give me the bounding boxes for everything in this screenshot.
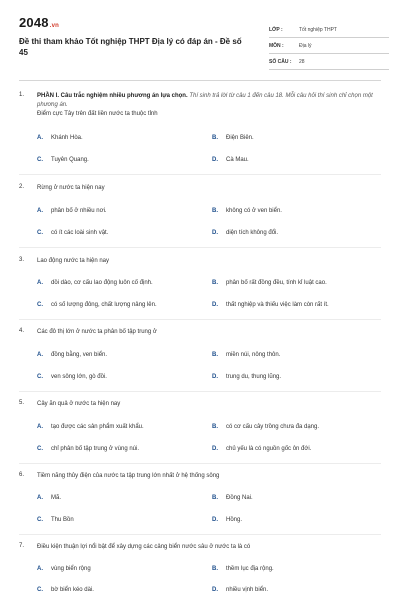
option-c[interactable]: C. ven sông lớn, gò đồi.: [37, 374, 107, 380]
question-divider: [19, 391, 381, 392]
option-c[interactable]: C. có ít các loài sinh vật.: [37, 230, 109, 236]
question-stem: Cây ăn quả ở nước ta hiện nay: [37, 401, 121, 407]
meta-key: SỐ CÂU :: [269, 58, 292, 65]
option-b[interactable]: B. miền núi, nông thôn.: [212, 352, 281, 358]
question-number: 1.: [19, 92, 25, 98]
option-b[interactable]: B. Đồng Nai.: [212, 495, 253, 501]
option-a[interactable]: A. dồi dào, cơ cấu lao động luôn cố định.: [37, 280, 153, 286]
meta-key: MÔN :: [269, 42, 284, 49]
meta-value: Tốt nghiệp THPT: [299, 26, 337, 33]
meta-row-subject: [269, 38, 389, 54]
option-a[interactable]: A. Khánh Hòa.: [37, 135, 83, 141]
option-d[interactable]: D. diện tích không đổi.: [212, 230, 279, 236]
section-heading: PHẦN I. Câu trắc nghiệm nhiều phương án lựa chọn.: [37, 93, 188, 99]
meta-row-count: [269, 54, 389, 70]
question-divider: [19, 463, 381, 464]
option-d[interactable]: D. chủ yếu là có nguồn gốc ôn đới.: [212, 446, 312, 452]
question-number: 4.: [19, 328, 25, 334]
option-a[interactable]: A. phân bố ở nhiều nơi.: [37, 208, 107, 214]
question-divider: [19, 319, 381, 320]
option-b[interactable]: B. phân bố rất đồng đều, tính kỉ luật cao.: [212, 280, 327, 286]
option-d[interactable]: D. Cà Mau.: [212, 157, 249, 163]
option-c[interactable]: C. Tuyên Quang.: [37, 157, 89, 163]
question-number: 5.: [19, 400, 25, 406]
option-a[interactable]: A. tạo được các sản phẩm xuất khẩu.: [37, 424, 144, 430]
question-number: 2.: [19, 184, 25, 190]
question-number: 3.: [19, 257, 25, 263]
question-divider: [19, 174, 381, 175]
exam-title: Đề thi tham khảo Tốt nghiệp THPT Địa lý có đáp án - Đề số 45: [19, 37, 242, 57]
question-stem: Tiềm năng thủy điện của nước ta tập trung lớn nhất ở hệ thống sông: [37, 473, 220, 479]
question-stem: Điều kiện thuận lợi nổi bật để xây dựng các cảng biển nước sâu ở nước ta là có: [37, 544, 251, 550]
option-b[interactable]: B. có cơ cấu cây trồng chưa đa dạng.: [212, 424, 320, 430]
option-a[interactable]: A. Mã.: [37, 495, 62, 501]
option-a[interactable]: A. đồng bằng, ven biển.: [37, 352, 108, 358]
question-stem: Lao động nước ta hiện nay: [37, 258, 110, 264]
section-instruction: Thí sinh trả lời từ câu 1 đến câu 18. Mỗi câu hỏi thí sinh chỉ chọn một phương án.: [37, 93, 373, 108]
question-stem: Điểm cực Tây trên đất liền nước ta thuộc tỉnh: [37, 111, 158, 117]
exam-header: [19, 12, 389, 74]
option-b[interactable]: B. không có ở ven biển.: [212, 208, 282, 214]
site-logo[interactable]: [19, 15, 59, 30]
question-stem: Rừng ở nước ta hiện nay: [37, 185, 105, 191]
option-a[interactable]: A. vùng biển rộng: [37, 566, 91, 572]
option-d[interactable]: D. Hồng.: [212, 517, 243, 523]
option-d[interactable]: D. nhiều vịnh biển.: [212, 587, 269, 593]
option-c[interactable]: C. có số lượng đông, chất lượng nâng lên.: [37, 302, 157, 308]
question-text: [37, 92, 377, 119]
option-c[interactable]: C. Thu Bồn: [37, 517, 74, 523]
logo-suffix: .vn: [49, 23, 60, 29]
option-d[interactable]: D. thất nghiệp và thiếu việc làm còn rất ít.: [212, 302, 329, 308]
option-c[interactable]: C. bờ biển kéo dài.: [37, 587, 94, 593]
meta-key: LỚP :: [269, 26, 283, 33]
option-b[interactable]: B. thềm lục địa rộng.: [212, 566, 274, 572]
question-number: 6.: [19, 472, 25, 478]
meta-row-class: [269, 22, 389, 38]
header-divider: [19, 80, 381, 81]
question-stem: Các đô thị lớn ở nước ta phân bố tập trung ở: [37, 329, 157, 335]
option-b[interactable]: B. Điện Biên.: [212, 135, 254, 141]
logo-text: 2048: [19, 15, 49, 30]
question-number: 7.: [19, 543, 25, 549]
option-d[interactable]: D. trung du, thung lũng.: [212, 374, 282, 380]
question-divider: [19, 534, 381, 535]
meta-value: 28: [299, 58, 305, 65]
option-c[interactable]: C. chỉ phân bố tập trung ở vùng núi.: [37, 446, 139, 452]
question-divider: [19, 247, 381, 248]
meta-value: Địa lý: [299, 42, 312, 49]
exam-meta-table: [269, 22, 389, 70]
